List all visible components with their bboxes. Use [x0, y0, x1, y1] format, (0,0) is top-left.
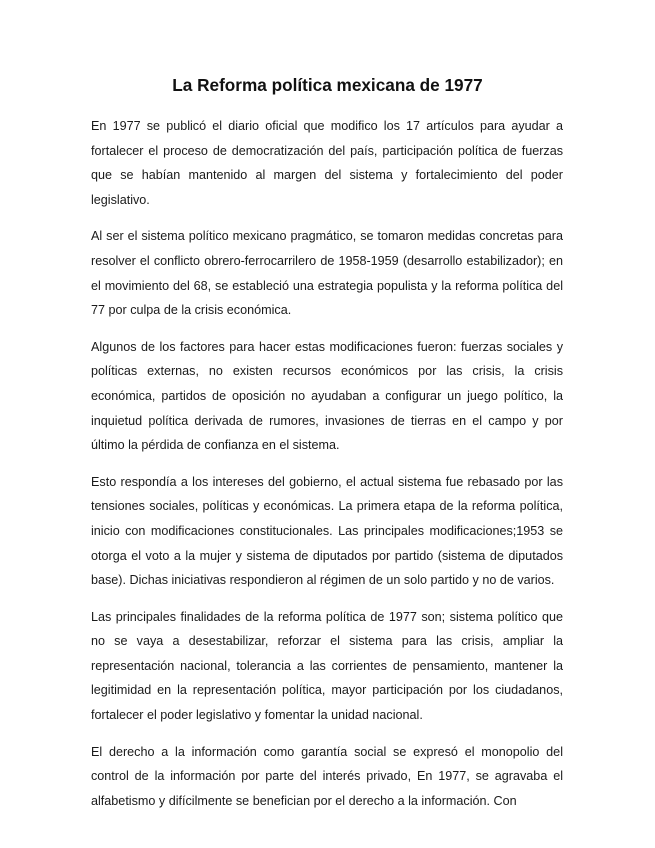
document-title: La Reforma política mexicana de 1977: [172, 75, 483, 95]
paragraph-2: Al ser el sistema político mexicano pragmático, se tomaron medidas concretas para resolver el conflicto obrero-ferrocarrilero de 1958-1959 (desarrollo estabilizador); en el movimiento del 68, se estableció una estrategia populista y la reforma política del 77 por culpa de la crisis económica.: [91, 229, 563, 318]
document-body: [91, 114, 563, 825]
paragraph-4: Esto respondía a los intereses del gobierno, el actual sistema fue rebasado por las tensiones sociales, políticas y económicas. La primera etapa de la reforma política, inicio con modificaciones constitucionales. Las principales modificaciones;1953 se otorga el voto a la mujer y sistema de diputados por partido (sistema de diputados base). Dichas iniciativas respondieron al régimen de un solo partido y no de varios.: [91, 474, 563, 588]
paragraph-1: En 1977 se publicó el diario oficial que modifico los 17 artículos para ayudar a fortalecer el proceso de democratización del país, participación política de fuerzas que se habían mantenido al margen del sistema y fortalecimiento del poder legislativo.: [91, 119, 563, 207]
paragraph-3: Algunos de los factores para hacer estas modificaciones fueron: fuerzas sociales y políticas externas, no existen recursos económicos por las crisis, la crisis económica, partidos de oposición no ayudaban a configurar un juego político, la inquietud política derivada de rumores, invasiones de tierras en el campo y por último la pérdida de confianza en el sistema.: [91, 339, 563, 453]
paragraph-5: Las principales finalidades de la reforma política de 1977 son; sistema político que no se vaya a desestabilizar, reforzar el sistema para las crisis, ampliar la representación nacional, tolerancia a las corrientes de pensamiento, mantener la legitimidad en la representación política, mayor participación por los ciudadanos, fortalecer el poder legislativo y fomentar la unidad nacional.: [91, 609, 563, 723]
paragraph-6: El derecho a la información como garantía social se expresó el monopolio del control de la información por parte del interés privado, En 1977, se agravaba el alfabetismo y difícilmente se benefician por el derecho a la información. Con: [91, 744, 563, 808]
